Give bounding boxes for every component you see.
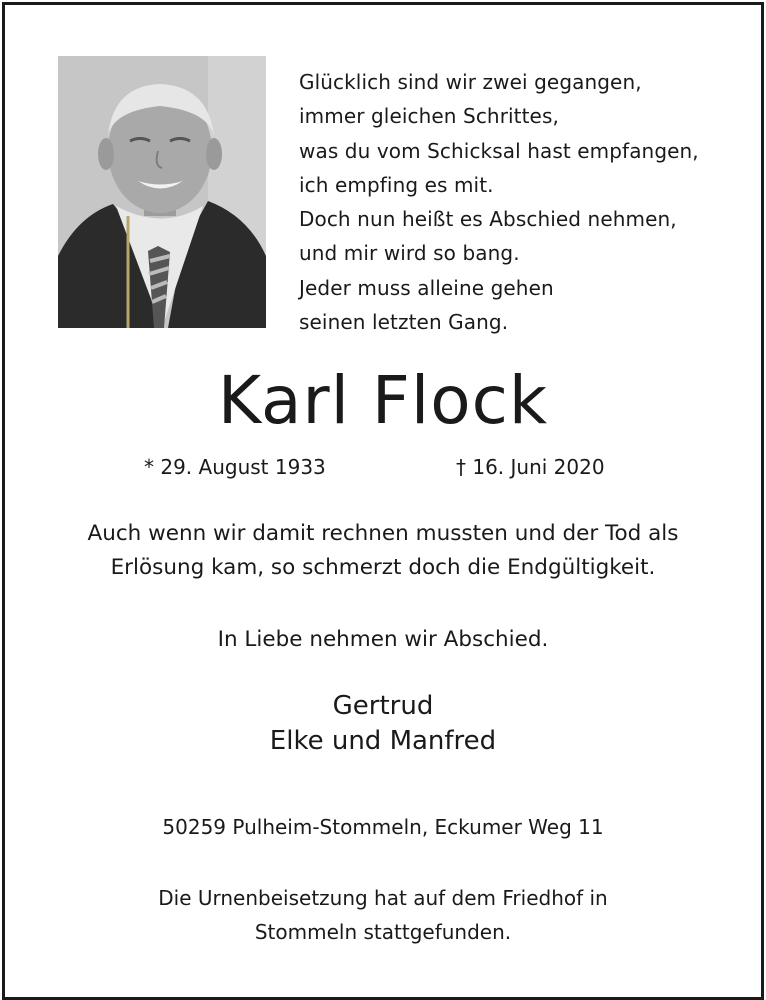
farewell-line: In Liebe nehmen wir Abschied. [217, 627, 549, 652]
address: 50259 Pulheim-Stommeln, Eckumer Weg 11 [162, 815, 604, 839]
burial-note-line: Die Urnenbeisetzung hat auf dem Friedhof in [158, 886, 608, 910]
poem-line: immer gleichen Schrittes, [299, 104, 559, 129]
poem-line: was du vom Schicksal hast empfangen, [299, 138, 699, 163]
poem-line: Glücklich sind wir zwei gegangen, [299, 70, 642, 94]
poem-line: seinen letzten Gang. [299, 310, 509, 335]
poem [299, 65, 739, 339]
obituary-card [2, 2, 764, 1000]
mourner-name: Elke und Manfred [269, 726, 497, 756]
poem-line: Jeder muss alleine gehen [299, 275, 554, 300]
message-line: Erlösung kam, so schmerzt doch die Endgültigkeit. [110, 555, 656, 580]
deceased-name: Karl Flock [217, 362, 549, 439]
mourners-list [5, 689, 761, 759]
message-line: Auch wenn wir damit rechnen mussten und der Tod als [87, 521, 679, 546]
portrait-photo [58, 56, 266, 328]
poem-line: Doch nun heißt es Abschied nehmen, [299, 207, 677, 232]
portrait-illustration [58, 56, 266, 328]
poem-line: und mir wird so bang. [299, 241, 520, 266]
death-date: † 16. Juni 2020 [456, 455, 605, 479]
burial-note [5, 881, 761, 949]
condolence-message [5, 517, 761, 585]
burial-note-line: Stommeln stattgefunden. [254, 920, 512, 944]
birth-date: * 29. August 1933 [144, 455, 326, 479]
poem-line: ich empfing es mit. [299, 172, 494, 197]
mourner-name: Gertrud [332, 691, 434, 721]
